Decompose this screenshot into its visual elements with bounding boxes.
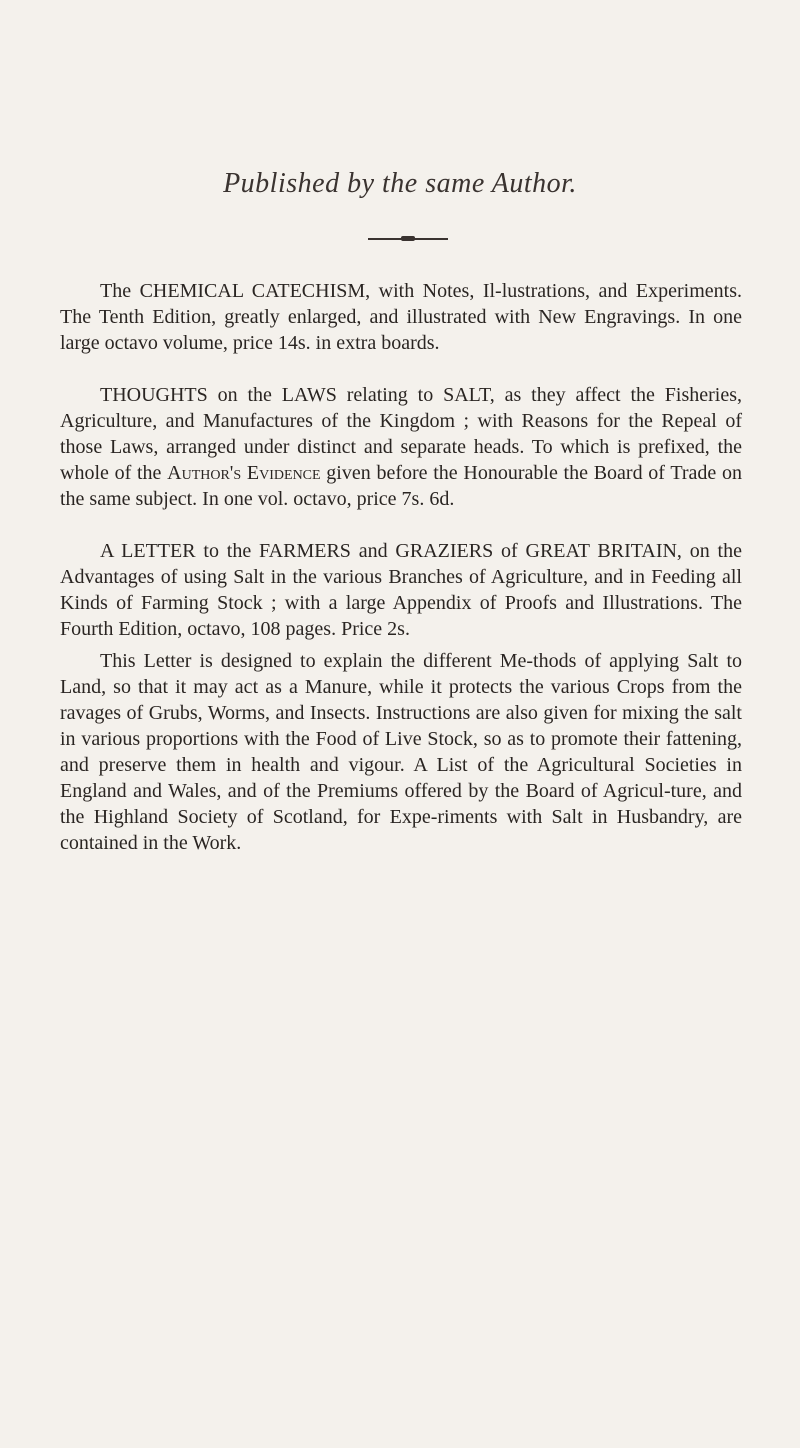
entry-chemical-catechism: The CHEMICAL CATECHISM, with Notes, Il-lustrations, and Experiments. The Tenth Edition, greatly enlarged, and illustrated with New Engravings. In one large octavo volume, price 14s. in extra boards.	[60, 280, 742, 354]
page-heading: Published by the same Author.	[223, 168, 577, 199]
entry-letter-description: This Letter is designed to explain the different Me-thods of applying Salt to Land, so that it may act as a Manure, while it protects the various Crops from the ravages of Grubs, Worms, and Insects. Instructions are also given for mixing the salt in various proportions with the Food of Live Stock, so as to promote their fattening, and preserve them in health and vigour. A List of the Agricultural Societies in England and Wales, and of the Premiums offered by the Board of Agricul-ture, and the Highland Society of Scotland, for Expe-riments with Salt in Husbandry, are contained in the Work.	[60, 650, 742, 854]
entry-thoughts-on-salt-laws	[60, 382, 742, 512]
entry-text-before: THOUGHTS on the LAWS relating to SALT, as they affect the Fisheries, Agriculture, and Manufactures of the Kingdom ; with Reasons for the Repeal of those Laws, arranged under distinct and separate heads. To which is prefixed, the whole of the	[60, 384, 742, 484]
entry-text-after: given before the Honourable the Board of Trade on the same subject. In one vol. octavo, price 7s. 6d.	[60, 462, 742, 510]
book-list	[60, 278, 742, 882]
ornamental-rule	[368, 238, 448, 240]
entry-small-caps: Author's Evidence	[167, 462, 321, 484]
entry-letter-to-farmers: A LETTER to the FARMERS and GRAZIERS of GREAT BRITAIN, on the Advantages of using Salt in the various Branches of Agriculture, and in Feeding all Kinds of Farming Stock ; with a large Appendix of Proofs and Illustrations. The Fourth Edition, octavo, 108 pages. Price 2s.	[60, 540, 742, 640]
